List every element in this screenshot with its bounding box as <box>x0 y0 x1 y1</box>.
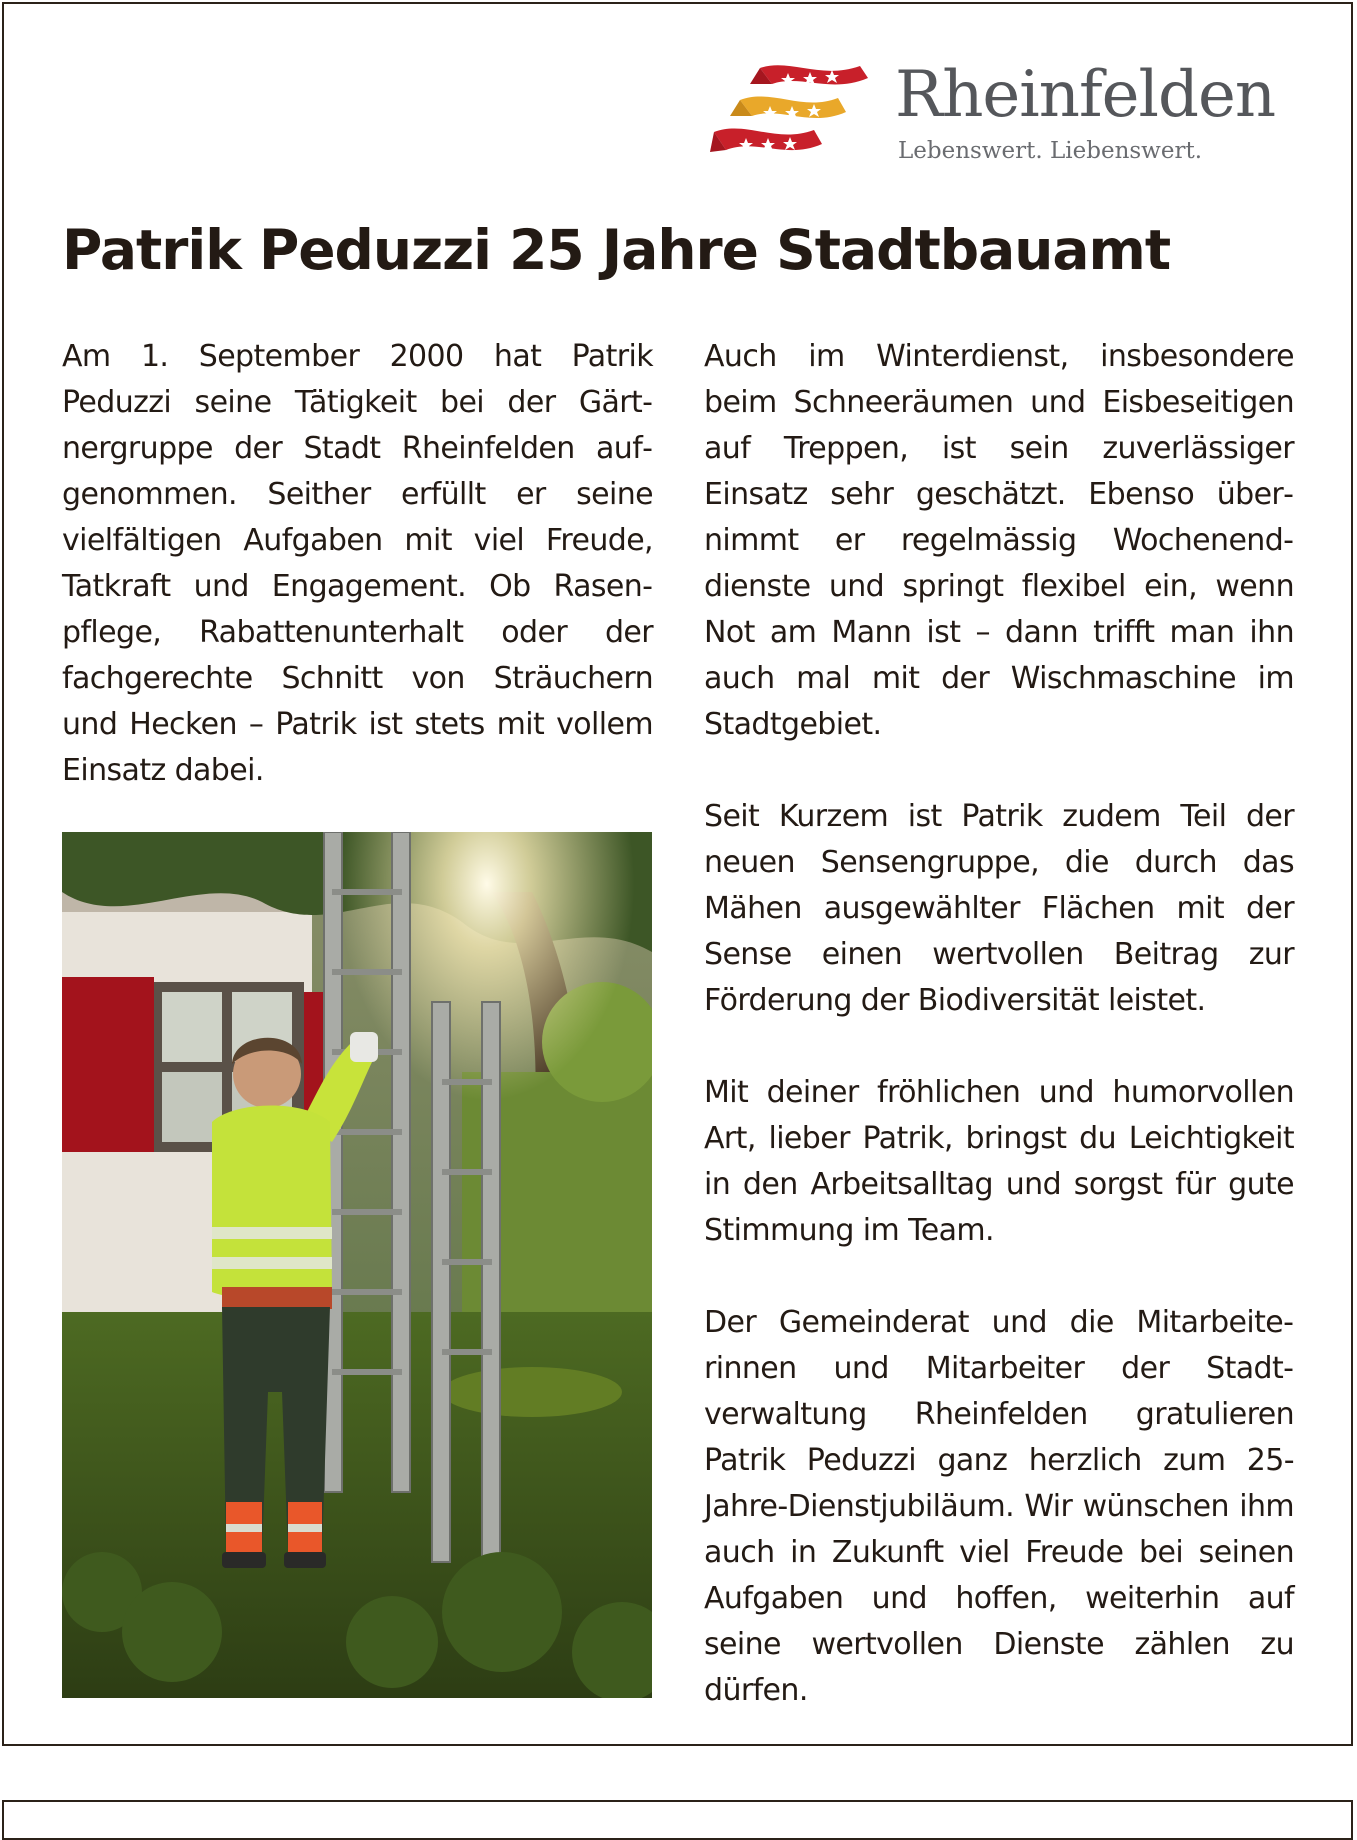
rheinfelden-logo <box>710 60 1300 170</box>
next-article-frame <box>2 1800 1353 1840</box>
winter-service-paragraph: Auch im Winterdienst, insbesondere beim Schneeräumen und Eisbeseitigen auf Treppen, ist sein zuverlässiger Einsatz sehr geschätzt. Ebenso übernimmt er regelmässig Wochenenddienste und springt flexibel ein, wenn Not am Mann ist – dann trifft man ihn auch mal mit der Wischmaschine im Stadtgebiet. <box>704 339 1294 742</box>
worker-with-ladder-image <box>62 832 652 1698</box>
article-title: Patrik Peduzzi 25 Jahre Stadtbauamt <box>62 218 1171 282</box>
personal-paragraph: Mit deiner fröhlichen und humorvollen Art, lieber Patrik, bringst du Leichtigkeit in den Arbeitsalltag und sorgst für gute Stimmung im Team. <box>704 1075 1294 1248</box>
left-column <box>62 334 653 794</box>
portrait-photo <box>62 832 652 1698</box>
logo-tagline: Lebenswert. Liebenswert. <box>898 138 1203 164</box>
logo-name: Rheinfelden <box>895 58 1276 132</box>
intro-paragraph: Am 1. September 2000 hat Patrik Peduzzi seine Tätigkeit bei der Gärtnergruppe der Stadt Rheinfelden aufgenommen. Seither erfüllt er seine vielfältigen Aufgaben mit viel Freude, Tatkraft und Engagement. Ob Rasenpflege, Rabattenunterhalt oder der fachgerechte Schnitt von Sträuchern und Hecken – Patrik ist stets mit vollem Einsatz dabei. <box>62 339 653 788</box>
scythe-group-paragraph: Seit Kurzem ist Patrik zudem Teil der neuen Sensengruppe, die durch das Mähen ausgewählter Flächen mit der Sense einen wertvollen Beitrag zur Förderung der Biodiversität leistet. <box>704 799 1294 1018</box>
right-column <box>704 334 1294 1714</box>
congratulations-paragraph: Der Gemeinderat und die Mitarbeiterinnen und Mitarbeiter der Stadtverwaltung Rheinfelden gratulieren Patrik Peduzzi ganz herzlich zum 25-Jahre-Dienstjubiläum. Wir wünschen ihm auch in Zukunft viel Freude bei seinen Aufgaben und hoffen, weiterhin auf seine wertvollen Dienste zählen zu dürfen. <box>704 1305 1294 1708</box>
rheinfelden-flag-icon <box>710 60 875 165</box>
